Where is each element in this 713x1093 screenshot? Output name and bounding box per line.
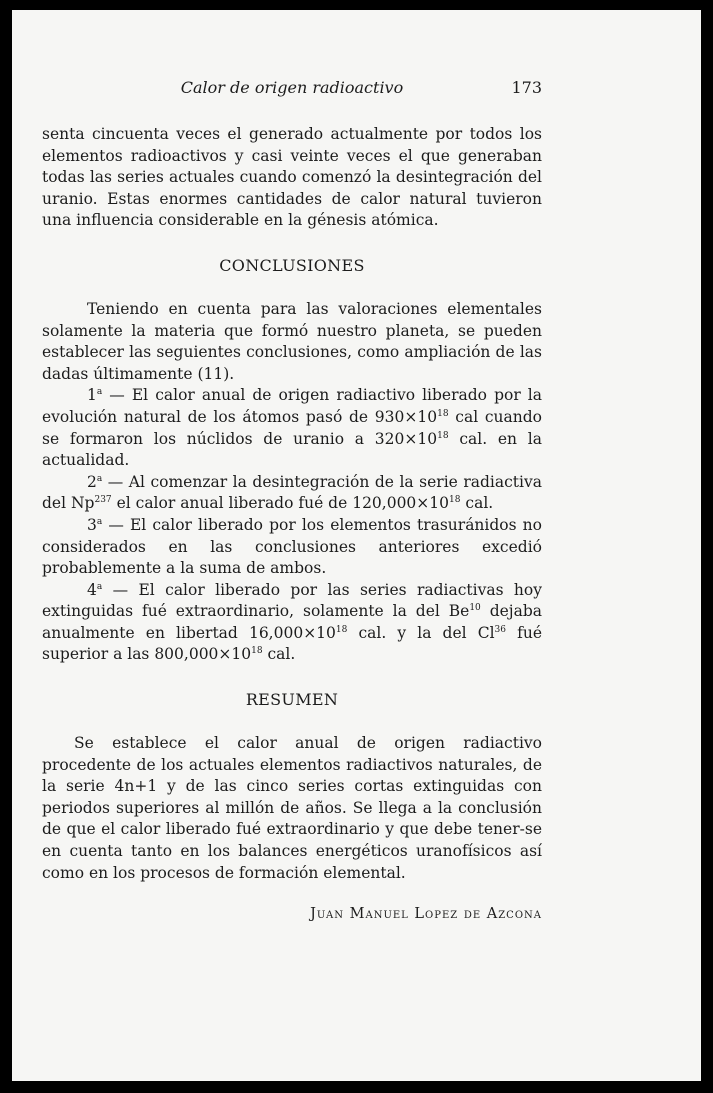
page-number: 173 — [511, 78, 542, 97]
book-page — [12, 10, 701, 1081]
conclusion-3: 3$^a$ — El calor liberado por los elementos trasuránidos no considerados en las conclusiones anteriores excedió probablemente a la suma de ambos. — [42, 515, 542, 578]
running-title: Calor de origen radioactivo — [180, 78, 404, 97]
conclusion-4: 4$^a$ — El calor liberado por las series radiactivas hoy extinguidas fué extraordinario, solamente la del Be$^{10}$ dejaba anualmente en libertad $16,000\times 10^{18}$ cal. y la del Cl$^{36}$ fué superior a las $800,000\times 10^{18}$ cal. — [42, 580, 543, 664]
conclusion-2: 2$^a$ — Al comenzar la desintegración de la serie radiactiva del Np$^{237}$ el calor anual liberado fué de $120,000\times 10^{18}$ cal. — [42, 472, 542, 513]
page-content — [42, 78, 542, 922]
author-signature: Juan Manuel Lopez de Azcona — [310, 906, 542, 923]
resumen-paragraph: Se establece el calor anual de origen radiactivo procedente de los actuales elementos radiactivos naturales, de la serie 4n+1 y de las cinco series cortas extinguidas con periodos superiores al millón de años. Se llega a la conclusión de que el calor liberado fué extraordinario y que debe tener-se en cuenta tanto en los balances energéticos uranofísicos así como en los procesos de formación elemental. — [42, 734, 542, 882]
conclusiones-lead: Teniendo en cuenta para las valoraciones elementales solamente la materia que formó nuestro planeta, se pueden establecer las seguientes conclusiones, como ampliación de las dadas últimamente (11). — [42, 299, 542, 383]
running-head — [42, 78, 542, 104]
conclusion-1: 1$^a$ — El calor anual de origen radiactivo liberado por la evolución natural de los átomos pasó de $930\times 10^{18}$ cal cuando se formaron los núclidos de uranio a $320\times 10^{18}$ cal. en la actualidad. — [42, 386, 542, 470]
conclusiones-heading: CONCLUSIONES — [219, 255, 365, 275]
resumen-heading: RESUMEN — [245, 690, 339, 710]
intro-paragraph: senta cincuenta veces el generado actualmente por todos los elementos radioactivos y casi veinte veces el que generaban todas las series actuales cuando comenzó la desintegración del uranio. Estas enormes cantidades de calor natural tuvieron una influencia considerable en la génesis atómica. — [42, 125, 542, 230]
